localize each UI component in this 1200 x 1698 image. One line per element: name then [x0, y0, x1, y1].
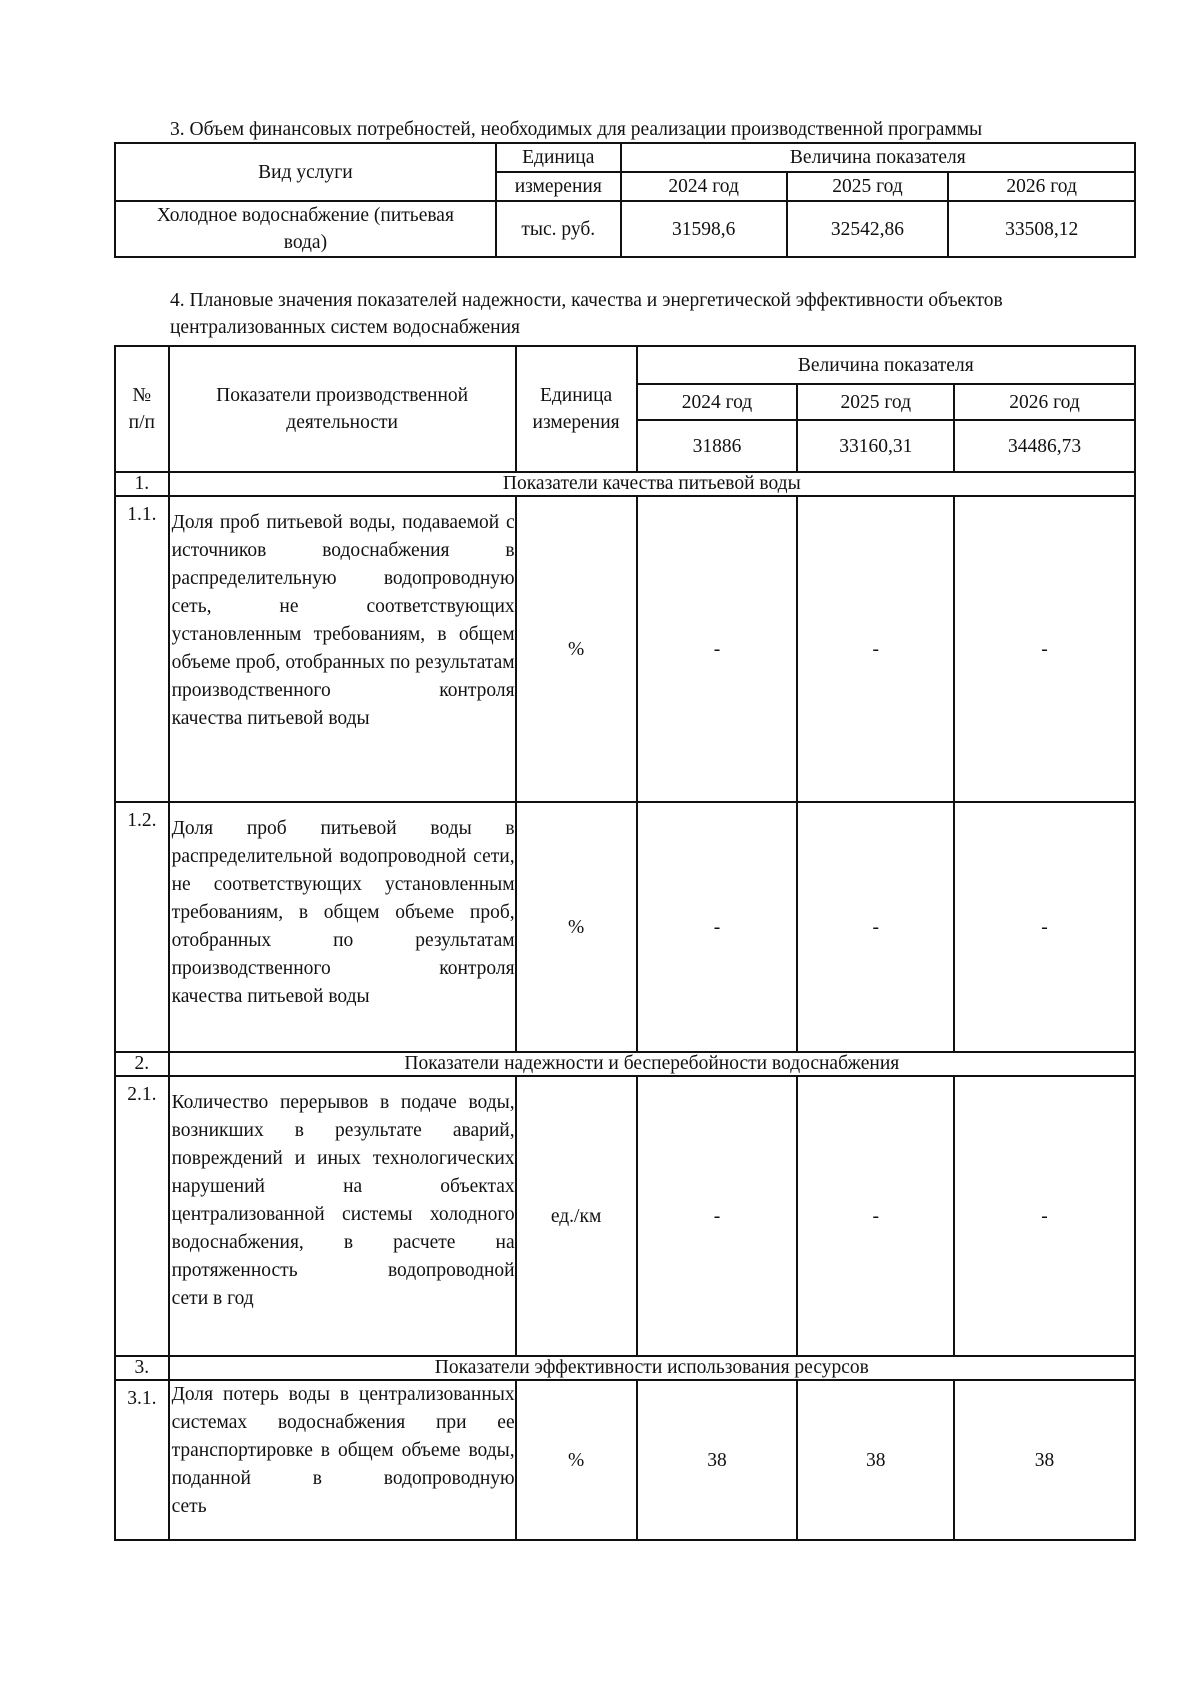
- value-2024: 31598,6: [621, 201, 787, 257]
- row-value-2024: -: [637, 802, 798, 1052]
- row-num: 1.1.: [115, 496, 169, 802]
- row-indicator-text-body: Доля потерь воды в централизованных системах водоснабжения при ее транспортировке в общем объеме воды, поданной в водопроводную: [171, 1384, 515, 1489]
- row-indicator-text-last: качества питьевой воды: [171, 986, 370, 1007]
- group-title: Показатели надежности и бесперебойности водоснабжения: [169, 1052, 1135, 1076]
- section-4-title: 4. Плановые значения показателей надежности, качества и энергетической эффективности объектов централизованных систем водоснабжения: [170, 290, 1003, 338]
- row-num: 1.2.: [115, 802, 169, 1052]
- header-year-value-2026: 34486,73: [954, 420, 1135, 472]
- header-year-2024: 2024 год: [637, 384, 798, 420]
- header-service: Вид услуги: [115, 143, 496, 201]
- row-value-2024: -: [637, 1076, 798, 1356]
- row-indicator-text: [169, 1076, 516, 1356]
- header-num-line1: №: [132, 385, 152, 406]
- header-unit-line1: Единица: [539, 385, 613, 406]
- row-unit: %: [516, 1380, 637, 1540]
- service-name-line2: вода): [283, 232, 328, 253]
- row-unit: %: [516, 802, 637, 1052]
- row-value-2026: -: [954, 1076, 1135, 1356]
- row-value-2024: -: [637, 496, 798, 802]
- header-num: [115, 346, 169, 472]
- header-year-2026: 2026 год: [954, 384, 1135, 420]
- section-3-title: 3. Объем финансовых потребностей, необходимых для реализации производственной программы: [170, 119, 983, 140]
- row-unit: %: [516, 496, 637, 802]
- row-value-2025: -: [797, 802, 954, 1052]
- group-num: 2.: [115, 1052, 169, 1076]
- row-unit: ед./км: [516, 1076, 637, 1356]
- row-indicator-text: [169, 496, 516, 802]
- header-unit: [516, 346, 637, 472]
- group-num: 3.: [115, 1356, 169, 1380]
- group-title: Показатели качества питьевой воды: [169, 472, 1135, 496]
- group-title: Показатели эффективности использования ресурсов: [169, 1356, 1135, 1380]
- header-unit-line2: измерения: [496, 172, 621, 201]
- header-year-value-2024: 31886: [637, 420, 798, 472]
- value-2026: 33508,12: [948, 201, 1135, 257]
- header-year-2025: 2025 год: [787, 172, 949, 201]
- header-year-value-2025: 33160,31: [797, 420, 954, 472]
- header-value: Величина показателя: [621, 143, 1135, 172]
- row-value-2026: -: [954, 496, 1135, 802]
- header-unit-line1: Единица: [496, 143, 621, 172]
- row-indicator-text-body: Количество перерывов в подаче воды, возникших в результате аварий, повреждений и иных технологических нарушений на объектах централизованной системы холодного водоснабжения, в расчете на протяженность водопроводной: [171, 1092, 515, 1281]
- row-indicator-text: [169, 802, 516, 1052]
- value-2025: 32542,86: [787, 201, 949, 257]
- row-value-2025: -: [797, 1076, 954, 1356]
- row-indicator-text-last: сеть: [171, 1496, 207, 1517]
- service-name: [115, 201, 496, 257]
- indicators-table: [114, 345, 1136, 1541]
- header-unit-line2: измерения: [532, 412, 620, 433]
- group-num: 1.: [115, 472, 169, 496]
- row-indicator-text-last: качества питьевой воды: [171, 708, 370, 729]
- row-value-2025: -: [797, 496, 954, 802]
- header-num-line2: п/п: [128, 412, 155, 433]
- service-unit: тыс. руб.: [496, 201, 621, 257]
- header-indicator: [169, 346, 516, 472]
- header-year-2025: 2025 год: [797, 384, 954, 420]
- row-value-2026: -: [954, 802, 1135, 1052]
- header-year-2026: 2026 год: [948, 172, 1135, 201]
- row-num: 2.1.: [115, 1076, 169, 1356]
- row-indicator-text-last: сети в год: [171, 1288, 254, 1309]
- row-indicator-text-body: Доля проб питьевой воды, подаваемой с источников водоснабжения в распределительную водопроводную сеть, не соответствующих установленным требованиям, в общем объеме проб, отобранных по результатам производственного контроля: [171, 512, 515, 701]
- row-value-2024: 38: [637, 1380, 798, 1540]
- header-indicator-line1: Показатели производственной: [216, 385, 469, 406]
- service-name-line1: Холодное водоснабжение (питьевая: [156, 205, 454, 226]
- row-value-2025: 38: [797, 1380, 954, 1540]
- header-indicator-line2: деятельности: [286, 412, 398, 433]
- header-year-2024: 2024 год: [621, 172, 787, 201]
- row-indicator-text: [169, 1380, 516, 1540]
- row-value-2026: 38: [954, 1380, 1135, 1540]
- row-num: 3.1.: [115, 1380, 169, 1540]
- row-indicator-text-body: Доля проб питьевой воды в распределительной водопроводной сети, не соответствующих установленным требованиям, в общем объеме проб, отобранных по результатам производственного контроля: [171, 818, 515, 979]
- header-value: Величина показателя: [637, 346, 1135, 384]
- financial-needs-table: [114, 142, 1136, 258]
